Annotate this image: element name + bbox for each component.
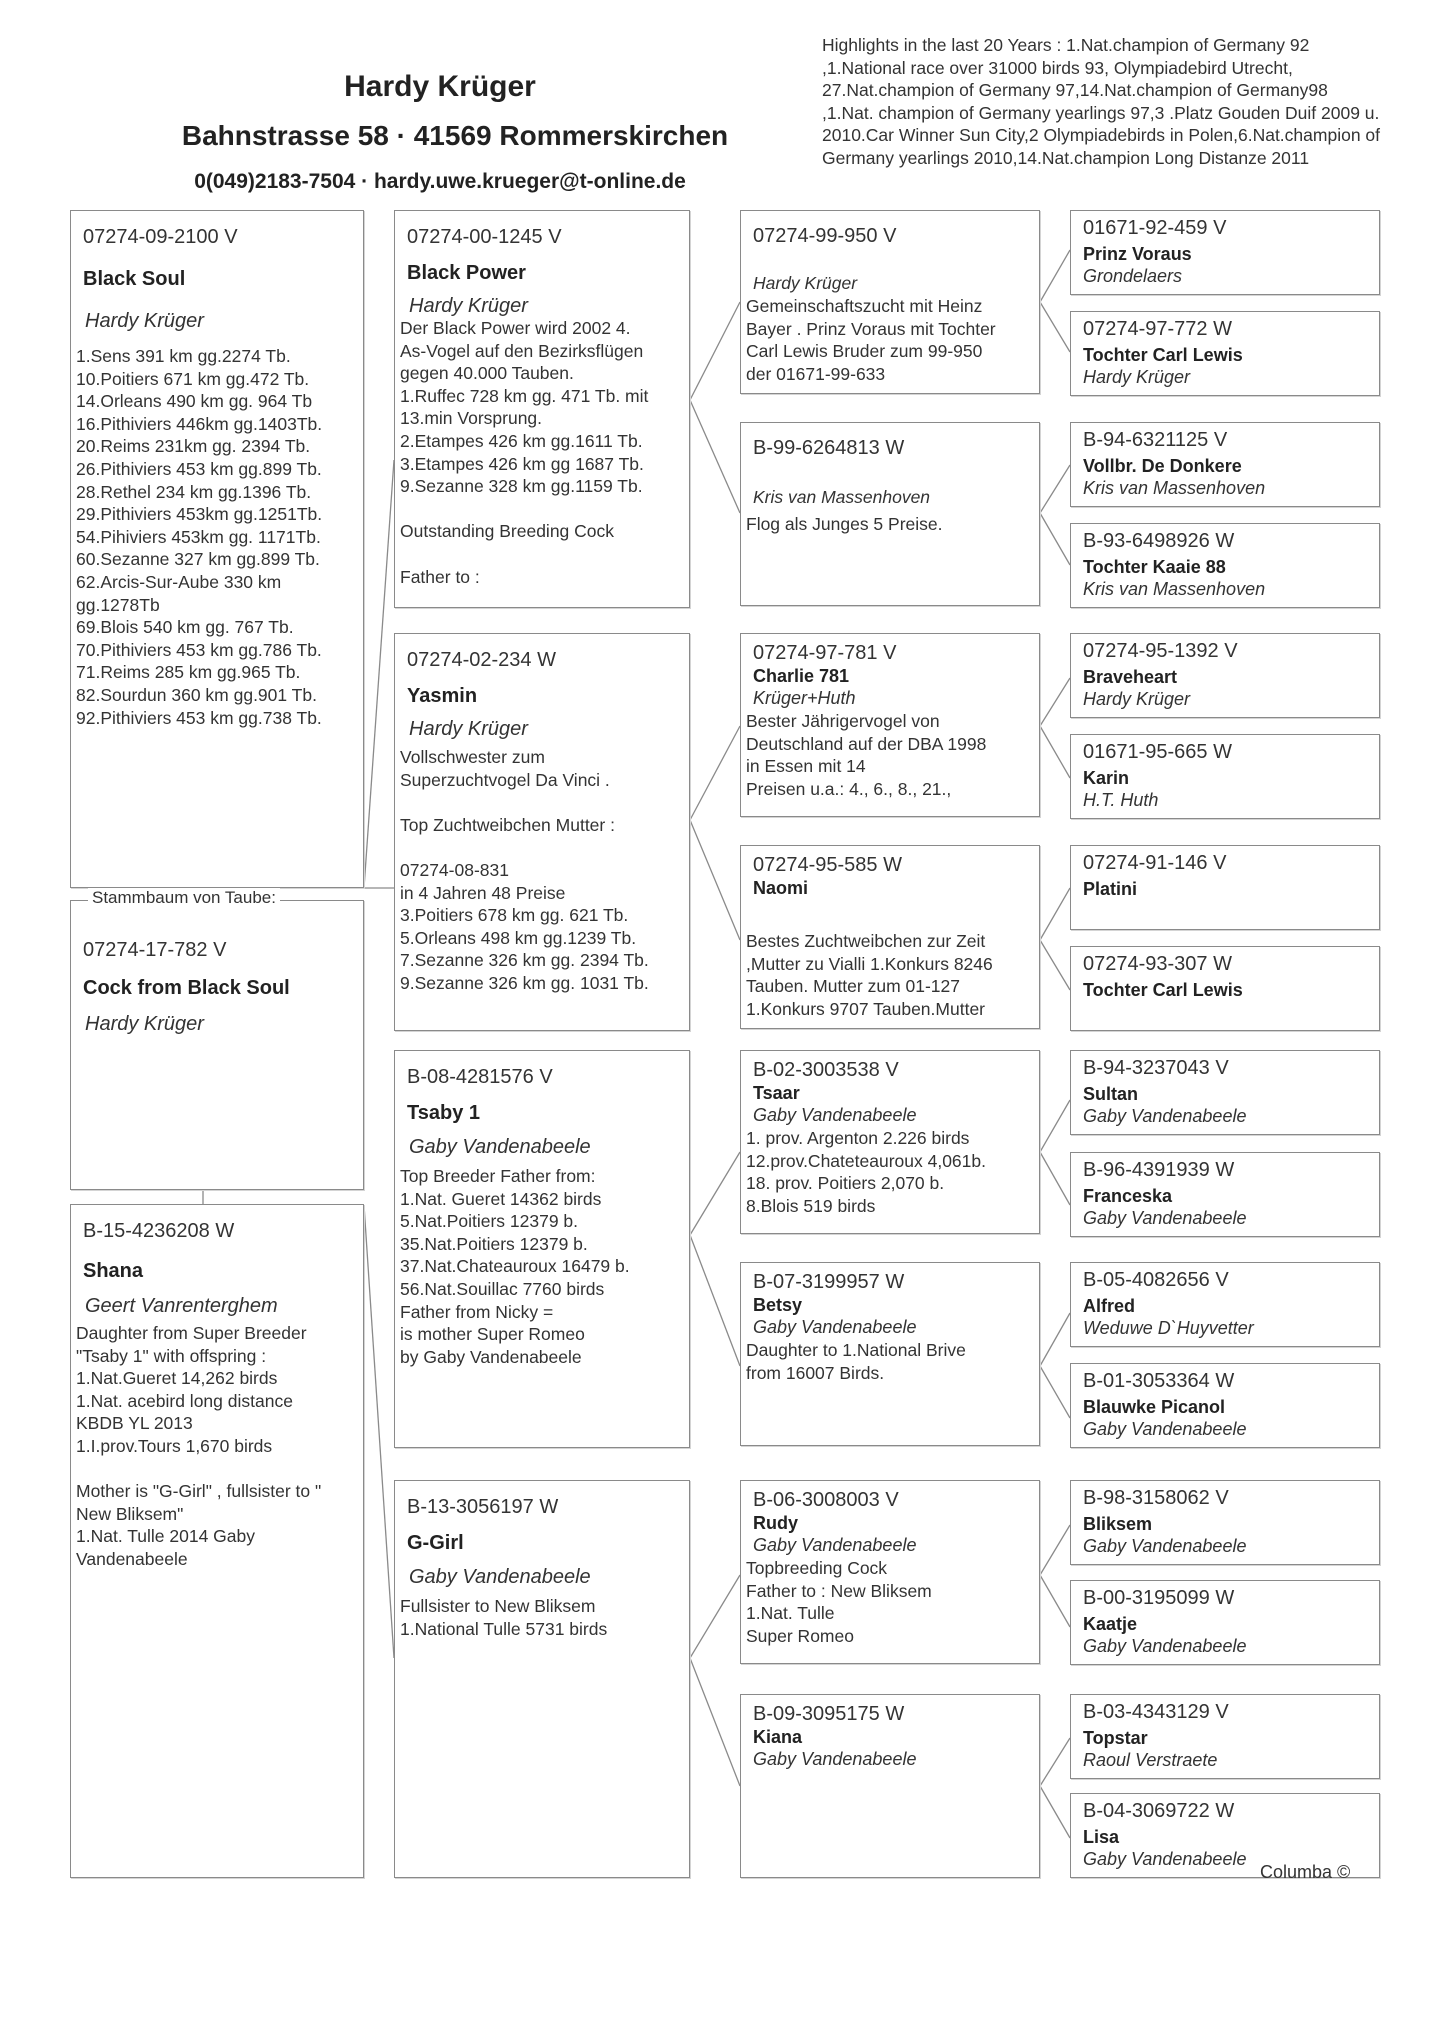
- dam-ring: B-15-4236208 W: [83, 1220, 235, 1242]
- pedigree-name: Vollbr. De Donkere: [1083, 456, 1242, 476]
- pedigree-ring: 07274-95-585 W: [753, 854, 902, 876]
- pedigree-ring: B-96-4391939 W: [1083, 1159, 1235, 1181]
- dam-card[interactable]: [70, 1204, 364, 1878]
- pedigree-breeder: Gaby Vandenabeele: [1083, 1106, 1247, 1126]
- great-grandparent-card[interactable]: [740, 1050, 1040, 1234]
- pedigree-breeder: Gaby Vandenabeele: [753, 1317, 917, 1337]
- pedigree-name: G-Girl: [407, 1532, 464, 1554]
- great-grandparent-card[interactable]: [740, 422, 1040, 606]
- pedigree-name: Platini: [1083, 879, 1138, 899]
- pedigree-ring: B-94-6321125 V: [1083, 429, 1228, 451]
- pedigree-breeder: Hardy Krüger: [1083, 367, 1191, 387]
- pedigree-name: Black Power: [407, 262, 526, 284]
- pedigree-breeder: Gaby Vandenabeele: [753, 1535, 917, 1555]
- grandparent-card[interactable]: [394, 1480, 690, 1878]
- dam-name: Shana: [83, 1260, 144, 1282]
- pedigree-ring: 07274-91-146 V: [1083, 852, 1227, 874]
- pedigree-name: Naomi: [753, 878, 809, 898]
- ggg-card[interactable]: [1070, 1694, 1380, 1779]
- pedigree-ring: B-00-3195099 W: [1083, 1587, 1235, 1609]
- pedigree-breeder: Kris van Massenhoven: [1083, 579, 1266, 599]
- pedigree-ring: B-03-4343129 V: [1083, 1701, 1229, 1723]
- ggg-card[interactable]: [1070, 734, 1380, 819]
- pedigree-breeder: Hardy Krüger: [409, 295, 528, 317]
- pedigree-name: Franceska: [1083, 1186, 1173, 1206]
- great-grandparent-card[interactable]: [740, 1262, 1040, 1446]
- pedigree-breeder: Krüger+Huth: [753, 688, 856, 708]
- grandparent-card[interactable]: [394, 633, 690, 1031]
- sire-breeder: Hardy Krüger: [85, 310, 204, 332]
- pedigree-info: Daughter to 1.National Brive from 16007 Birds.: [746, 1340, 966, 1383]
- pedigree-ring: B-06-3008003 V: [753, 1489, 899, 1511]
- pedigree-breeder: Gaby Vandenabeele: [1083, 1849, 1247, 1869]
- pedigree-name: Betsy: [753, 1295, 803, 1315]
- dam-breeder: Geert Vanrenterghem: [85, 1295, 278, 1317]
- pedigree-breeder: Gaby Vandenabeele: [1083, 1208, 1247, 1228]
- pedigree-breeder: Gaby Vandenabeele: [1083, 1536, 1247, 1556]
- pedigree-ring: 07274-00-1245 V: [407, 226, 562, 248]
- pedigree-breeder: Gaby Vandenabeele: [409, 1136, 591, 1158]
- pedigree-breeder: Hardy Krüger: [409, 718, 528, 740]
- pedigree-breeder: H.T. Huth: [1083, 790, 1159, 810]
- pedigree-label: Stammbaum von Taube:: [88, 888, 280, 908]
- pedigree-breeder: Grondelaers: [1083, 266, 1183, 286]
- pedigree-breeder: Gaby Vandenabeele: [1083, 1419, 1247, 1439]
- pedigree-ring: B-04-3069722 W: [1083, 1800, 1235, 1822]
- pedigree-breeder: Gaby Vandenabeele: [1083, 1636, 1247, 1656]
- pedigree-ring: B-05-4082656 V: [1083, 1269, 1229, 1291]
- pedigree-info: Vollschwester zum Superzuchtvogel Da Vinci . Top Zuchtweibchen Mutter : 07274-08-831 in 4 Jahren 48 Preise 3.Poitiers 678 km gg. 621 Tb. 5.Orleans 498 km gg.1239 Tb. 7.Sezanne 326 km gg. 2394 Tb. 9.Sezanne 326 km gg. 1031 Tb.: [400, 747, 649, 993]
- subject-ring: 07274-17-782 V: [83, 939, 227, 961]
- pedigree-info: 1. prov. Argenton 2.226 birds 12.prov.Chateteauroux 4,061b. 18. prov. Poitiers 2,070 b. 8.Blois 519 birds: [746, 1128, 986, 1216]
- ggg-card[interactable]: [1070, 1580, 1380, 1665]
- pedigree-breeder: Raoul Verstraete: [1083, 1750, 1218, 1770]
- pedigree-breeder: Gaby Vandenabeele: [409, 1566, 591, 1588]
- pedigree-name: Kaatje: [1083, 1614, 1138, 1634]
- pedigree-breeder: Kris van Massenhoven: [1083, 478, 1266, 498]
- ggg-card[interactable]: [1070, 1480, 1380, 1565]
- pedigree-ring: 07274-97-772 W: [1083, 318, 1232, 340]
- sire-name: Black Soul: [83, 268, 186, 290]
- pedigree-name: Karin: [1083, 768, 1130, 788]
- pedigree-ring: B-01-3053364 W: [1083, 1370, 1235, 1392]
- pedigree-name: Bliksem: [1083, 1514, 1153, 1534]
- pedigree-ring: 07274-95-1392 V: [1083, 640, 1238, 662]
- pedigree-info: Der Black Power wird 2002 4. As-Vogel auf den Bezirksflügen gegen 40.000 Tauben. 1.Ruffec 728 km gg. 471 Tb. mit 13.min Vorsprung. 2.Etampes 426 km gg.1611 Tb. 3.Etampes 426 km gg 1687 Tb. 9.Sezanne 328 km gg.1159 Tb. Outstanding Breeding Cock Father to :: [400, 318, 649, 587]
- pedigree-name: Braveheart: [1083, 667, 1178, 687]
- pedigree-name: Topstar: [1083, 1728, 1148, 1748]
- pedigree-info: Topbreeding Cock Father to : New Bliksem 1.Nat. Tulle Super Romeo: [746, 1558, 932, 1646]
- pedigree-info: Bestes Zuchtweibchen zur Zeit ,Mutter zu Vialli 1.Konkurs 8246 Tauben. Mutter zum 01-127 1.Konkurs 9707 Tauben.Mutter: [746, 931, 993, 1019]
- pedigree-breeder: Hardy Krüger: [1083, 689, 1191, 709]
- great-grandparent-card[interactable]: [740, 845, 1040, 1029]
- great-grandparent-card[interactable]: [740, 1480, 1040, 1664]
- pedigree-breeder: Hardy Krüger: [753, 273, 858, 293]
- pedigree-ring: B-13-3056197 W: [407, 1496, 559, 1518]
- ggg-card[interactable]: [1070, 1152, 1380, 1237]
- pedigree-name: Blauwke Picanol: [1083, 1397, 1226, 1417]
- pedigree-name: Tsaby 1: [407, 1102, 480, 1124]
- pedigree-ring: B-02-3003538 V: [753, 1059, 899, 1081]
- pedigree-info: Gemeinschaftszucht mit Heinz Bayer . Prinz Voraus mit Tochter Carl Lewis Bruder zum 99-950 der 01671-99-633: [746, 296, 996, 384]
- pedigree-breeder: Weduwe D`Huyvetter: [1083, 1318, 1254, 1338]
- pedigree-breeder: Gaby Vandenabeele: [753, 1749, 917, 1769]
- pedigree-ring: 07274-02-234 W: [407, 649, 556, 671]
- ggg-card[interactable]: [1070, 210, 1380, 295]
- great-grandparent-card[interactable]: [740, 1694, 1040, 1878]
- pedigree-ring: 01671-95-665 W: [1083, 741, 1232, 763]
- owner-contact: 0(049)2183-7504 · hardy.uwe.krueger@t-online.de: [194, 170, 686, 193]
- pedigree-name: Rudy: [753, 1513, 798, 1533]
- pedigree-ring: 01671-92-459 V: [1083, 217, 1227, 239]
- pedigree-name: Prinz Voraus: [1083, 244, 1192, 264]
- pedigree-ring: B-98-3158062 V: [1083, 1487, 1229, 1509]
- pedigree-name: Tochter Kaaie 88: [1083, 557, 1226, 577]
- ggg-card[interactable]: [1070, 1262, 1380, 1347]
- pedigree-ring: B-93-6498926 W: [1083, 530, 1235, 552]
- pedigree-info: Top Breeder Father from: 1.Nat. Gueret 14362 birds 5.Nat.Poitiers 12379 b. 35.Nat.Poitiers 12379 b. 37.Nat.Chateauroux 16479 b. 56.Nat.Souillac 7760 birds Father from Nicky = is mother Super Romeo by Gaby Vandenabeele: [400, 1166, 630, 1367]
- pedigree-name: Alfred: [1083, 1296, 1136, 1316]
- owner-address: Bahnstrasse 58 · 41569 Rommerskirchen: [181, 120, 729, 151]
- pedigree-ring: B-94-3237043 V: [1083, 1057, 1229, 1079]
- ggg-card[interactable]: [1070, 946, 1380, 1031]
- grandparent-card[interactable]: [394, 210, 690, 608]
- pedigree-breeder: Kris van Massenhoven: [753, 487, 931, 507]
- great-grandparent-card[interactable]: [740, 633, 1040, 817]
- great-grandparent-card[interactable]: [740, 210, 1040, 394]
- highlights-text: Highlights in the last 20 Years : 1.Nat.champion of Germany 92 ,1.National race over 31000 birds 93, Olympiadebird Utrecht, 27.Nat.champion of Germany 97,14.Nat.champion of Germany98 ,1.Nat. champion of Germany yearlings 97,3 .Platz Gouden Duif 2009 u. 2010.Car Winner Sun City,2 Olympiadebirds in Polen,6.Nat.champion of Germany yearlings 2010,14.Nat.champion Long Distanze 2011: [822, 35, 1381, 168]
- pedigree-name: Sultan: [1083, 1084, 1139, 1104]
- ggg-card[interactable]: [1070, 845, 1380, 930]
- pedigree-name: Tochter Carl Lewis: [1083, 980, 1243, 1000]
- sire-ring: 07274-09-2100 V: [83, 226, 238, 248]
- pedigree-breeder: Gaby Vandenabeele: [753, 1105, 917, 1125]
- pedigree-info: Flog als Junges 5 Preise.: [746, 514, 943, 534]
- pedigree-ring: 07274-93-307 W: [1083, 953, 1232, 975]
- grandparent-card[interactable]: [394, 1050, 690, 1448]
- sire-info: 1.Sens 391 km gg.2274 Tb. 10.Poitiers 671 km gg.472 Tb. 14.Orleans 490 km gg. 964 Tb 16.Pithiviers 446km gg.1403Tb. 20.Reims 231km gg. 2394 Tb. 26.Pithiviers 453 km gg.899 Tb. 28.Rethel 234 km gg.1396 Tb. 29.Pithiviers 453km gg.1251Tb. 54.Pihiviers 453km gg. 1171Tb. 60.Sezanne 327 km gg.899 Tb. 62.Arcis-Sur-Aube 330 km gg.1278Tb 69.Blois 540 km gg. 767 Tb. 70.Pithiviers 453 km gg.786 Tb. 71.Reims 285 km gg.965 Tb. 82.Sourdun 360 km gg.901 Tb. 92.Pithiviers 453 km gg.738 Tb.: [76, 346, 323, 728]
- subject-breeder: Hardy Krüger: [85, 1013, 204, 1035]
- pedigree-ring: 07274-97-781 V: [753, 642, 897, 664]
- ggg-card[interactable]: [1070, 1363, 1380, 1448]
- pedigree-info: Bester Jährigervogel von Deutschland auf der DBA 1998 in Essen mit 14 Preisen u.a.: 4., 6., 8., 21.,: [746, 711, 987, 799]
- sire-card[interactable]: [70, 210, 364, 888]
- pedigree-ring: B-09-3095175 W: [753, 1703, 905, 1725]
- pedigree-name: Tsaar: [753, 1083, 800, 1103]
- ggg-card[interactable]: [1070, 523, 1380, 608]
- pedigree-name: Yasmin: [407, 685, 478, 707]
- subject-card[interactable]: [70, 900, 364, 1190]
- pedigree-name: Tochter Carl Lewis: [1083, 345, 1243, 365]
- pedigree-ring: B-08-4281576 V: [407, 1066, 553, 1088]
- owner-name: Hardy Krüger: [344, 70, 536, 103]
- pedigree-name: Lisa: [1083, 1827, 1120, 1847]
- footer-credit: Columba ©: [1260, 1862, 1351, 1882]
- pedigree-info: Fullsister to New Bliksem 1.National Tulle 5731 birds: [400, 1596, 608, 1639]
- pedigree-name: Kiana: [753, 1727, 803, 1747]
- pedigree-ring: B-07-3199957 W: [753, 1271, 905, 1293]
- pedigree-ring: B-99-6264813 W: [753, 437, 905, 459]
- dam-info: Daughter from Super Breeder "Tsaby 1" with offspring : 1.Nat.Gueret 14,262 birds 1.Nat. acebird long distance KBDB YL 2013 1.I.prov.Tours 1,670 birds Mother is "G-Girl" , fullsister to " New Bliksem" 1.Nat. Tulle 2014 Gaby Vandenabeele: [76, 1323, 322, 1569]
- ggg-card[interactable]: [1070, 422, 1380, 507]
- ggg-card[interactable]: [1070, 1050, 1380, 1135]
- subject-name: Cock from Black Soul: [83, 977, 290, 999]
- ggg-card[interactable]: [1070, 311, 1380, 396]
- pedigree-ring: 07274-99-950 V: [753, 225, 897, 247]
- pedigree-name: Charlie 781: [753, 666, 850, 686]
- ggg-card[interactable]: [1070, 633, 1380, 718]
